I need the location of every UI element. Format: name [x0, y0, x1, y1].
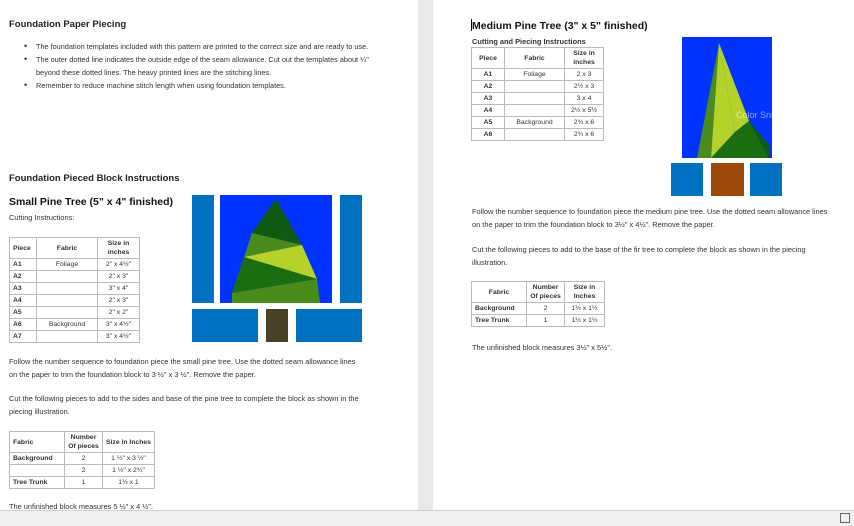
table-cell: 1½ x 1½ [565, 303, 605, 315]
table-row [10, 307, 140, 319]
document-page-right [433, 0, 854, 510]
document-page-left [0, 0, 418, 510]
table-cell: 3" x 4½" [98, 319, 140, 331]
table-header: Size in inches [98, 238, 140, 259]
small-tree-paragraph-2: Cut the following pieces to add to the sides and base of the pine tree to complete the block as shown in the piecing illustration. [9, 394, 359, 416]
table-header: Fabric [472, 282, 527, 303]
table-header: Fabric [10, 432, 65, 453]
table-row [472, 105, 604, 117]
base-strip-right [296, 309, 362, 342]
medium-tree-paragraph-2: Cut the following pieces to add to the base of the fir tree to complete the block as shown in the piecing illustration. [472, 245, 806, 267]
table-row [10, 319, 140, 331]
table-cell: A1 [472, 69, 505, 81]
heading-block-instructions: Foundation Pieced Block Instructions [9, 173, 180, 184]
table-cell: Background [505, 117, 565, 129]
small-pine-tree-illustration [192, 195, 362, 342]
bullet-item: • The foundation templates included with this pattern are printed to the correct size and are ready to use. [24, 40, 394, 53]
table-row [10, 453, 155, 465]
bullet-item: • Remember to reduce machine stitch length when using foundation templates. [24, 79, 394, 92]
medium-tree-paragraph-1: Follow the number sequence to foundation piece the medium pine tree. Use the dotted seam allowance lines on the paper to trim the foundation block to 3½" x 4½". Remove the paper. [472, 207, 828, 229]
table-row [10, 331, 140, 343]
table-cell [505, 93, 565, 105]
watermark-color-snip: Color Snip [736, 110, 779, 120]
table-cell: 1 [527, 315, 565, 327]
view-mode-icon[interactable] [840, 513, 850, 523]
table-cell: 2½ x 5½ [565, 105, 604, 117]
small-tree-paragraph-1: Follow the number sequence to foundation piece the small pine tree. Use the dotted seam allowance lines on the paper to trim the foundation block to 3 ½" x 3 ½". Remove the paper. [9, 357, 356, 379]
base-strip-right [750, 163, 782, 196]
table-cell: A4 [472, 105, 505, 117]
table-cell: Background [10, 453, 65, 465]
medium-tree-additional-pieces-table [471, 281, 605, 327]
table-cell: Background [37, 319, 98, 331]
base-strip-left [192, 309, 258, 342]
medium-tree-cutting-table [471, 47, 604, 141]
table-cell: Tree Trunk [472, 315, 527, 327]
table-cell: 1 ½" x 3 ½" [103, 453, 155, 465]
table-cell [505, 105, 565, 117]
cutting-instructions-label: Cutting Instructions: [9, 213, 75, 222]
page-gap [418, 0, 433, 510]
table-header: Number Of pieces [527, 282, 565, 303]
table-cell: A1 [10, 259, 37, 271]
medium-unfinished-measure-text: The unfinished block measures 3½" x 5½". [472, 343, 612, 352]
table-cell: 2 [527, 303, 565, 315]
table-cell [505, 129, 565, 141]
table-cell: Foliage [37, 259, 98, 271]
table-cell: 2" x 2" [98, 307, 140, 319]
small-tree-cutting-table [9, 237, 140, 343]
table-cell: 3 x 4 [565, 93, 604, 105]
table-row [472, 117, 604, 129]
table-cell: 1 [65, 477, 103, 489]
table-cell [37, 307, 98, 319]
table-cell: 1½ x 1 [103, 477, 155, 489]
table-cell [37, 271, 98, 283]
bullet-item: • The outer dotted line indicates the outside edge of the seam allowance. Cut out the templates about ¼" beyond these dotted lines. The heavy printed lines are the stitching lines. [24, 53, 394, 79]
table-cell [37, 283, 98, 295]
table-cell: 2" x 3" [98, 271, 140, 283]
table-header: Fabric [37, 238, 98, 259]
table-cell: 3" x 4" [98, 283, 140, 295]
base-strip-left [671, 163, 703, 196]
table-cell [505, 81, 565, 93]
table-cell: 2 x 3 [565, 69, 604, 81]
table-row [10, 295, 140, 307]
table-cell: Foliage [505, 69, 565, 81]
table-cell: Background [472, 303, 527, 315]
cutting-piecing-label: Cutting and Piecing Instructions [472, 37, 586, 46]
table-cell: 2¾ x 6 [565, 129, 604, 141]
table-header: Size in Inches [565, 282, 605, 303]
tree-trunk [266, 309, 288, 342]
table-header: Piece [472, 48, 505, 69]
table-row [10, 477, 155, 489]
table-header: Piece [10, 238, 37, 259]
table-row [10, 271, 140, 283]
table-row [472, 315, 605, 327]
table-cell: 2 [65, 453, 103, 465]
table-cell: 1½ x 1½ [565, 315, 605, 327]
table-row [10, 465, 155, 477]
table-cell: A2 [10, 271, 37, 283]
table-cell: 1 ½" x 2¾" [103, 465, 155, 477]
table-header: Fabric [505, 48, 565, 69]
table-cell: A7 [10, 331, 37, 343]
table-cell: 2¾ x 6 [565, 117, 604, 129]
side-strip-left [192, 195, 214, 303]
instructions-bullet-list [24, 40, 394, 92]
table-header: Size in inches [565, 48, 604, 69]
small-tree-additional-pieces-table [9, 431, 155, 489]
table-cell: 2 [65, 465, 103, 477]
table-row [472, 303, 605, 315]
table-cell: 2" x 3" [98, 295, 140, 307]
table-cell: A5 [472, 117, 505, 129]
table-row [10, 283, 140, 295]
table-row [10, 259, 140, 271]
unfinished-measure-text: The unfinished block measures 5 ½" x 4 ½". [9, 502, 154, 510]
table-header: Size in Inches [103, 432, 155, 453]
status-bar [0, 510, 854, 526]
table-cell: 2" x 4½" [98, 259, 140, 271]
side-strip-right [340, 195, 362, 303]
table-cell: A5 [10, 307, 37, 319]
table-row [472, 69, 604, 81]
table-cell: A6 [472, 129, 505, 141]
small-tree-title: Small Pine Tree (5" x 4" finished) [9, 196, 174, 208]
table-cell: A4 [10, 295, 37, 307]
table-cell [37, 331, 98, 343]
table-cell: Tree Trunk [10, 477, 65, 489]
table-cell: A3 [10, 283, 37, 295]
table-cell: 3" x 4½" [98, 331, 140, 343]
heading-foundation-paper-piecing: Foundation Paper Piecing [9, 19, 127, 30]
table-cell: A2 [472, 81, 505, 93]
table-cell: 2½ x 3 [565, 81, 604, 93]
tree-trunk [711, 163, 744, 196]
table-row [472, 81, 604, 93]
table-row [472, 129, 604, 141]
medium-tree-title: Medium Pine Tree (3" x 5" finished) [472, 20, 648, 32]
table-row [472, 93, 604, 105]
table-header: Number Of pieces [65, 432, 103, 453]
table-cell [37, 295, 98, 307]
table-cell: A3 [472, 93, 505, 105]
table-cell [10, 465, 65, 477]
table-cell: A6 [10, 319, 37, 331]
